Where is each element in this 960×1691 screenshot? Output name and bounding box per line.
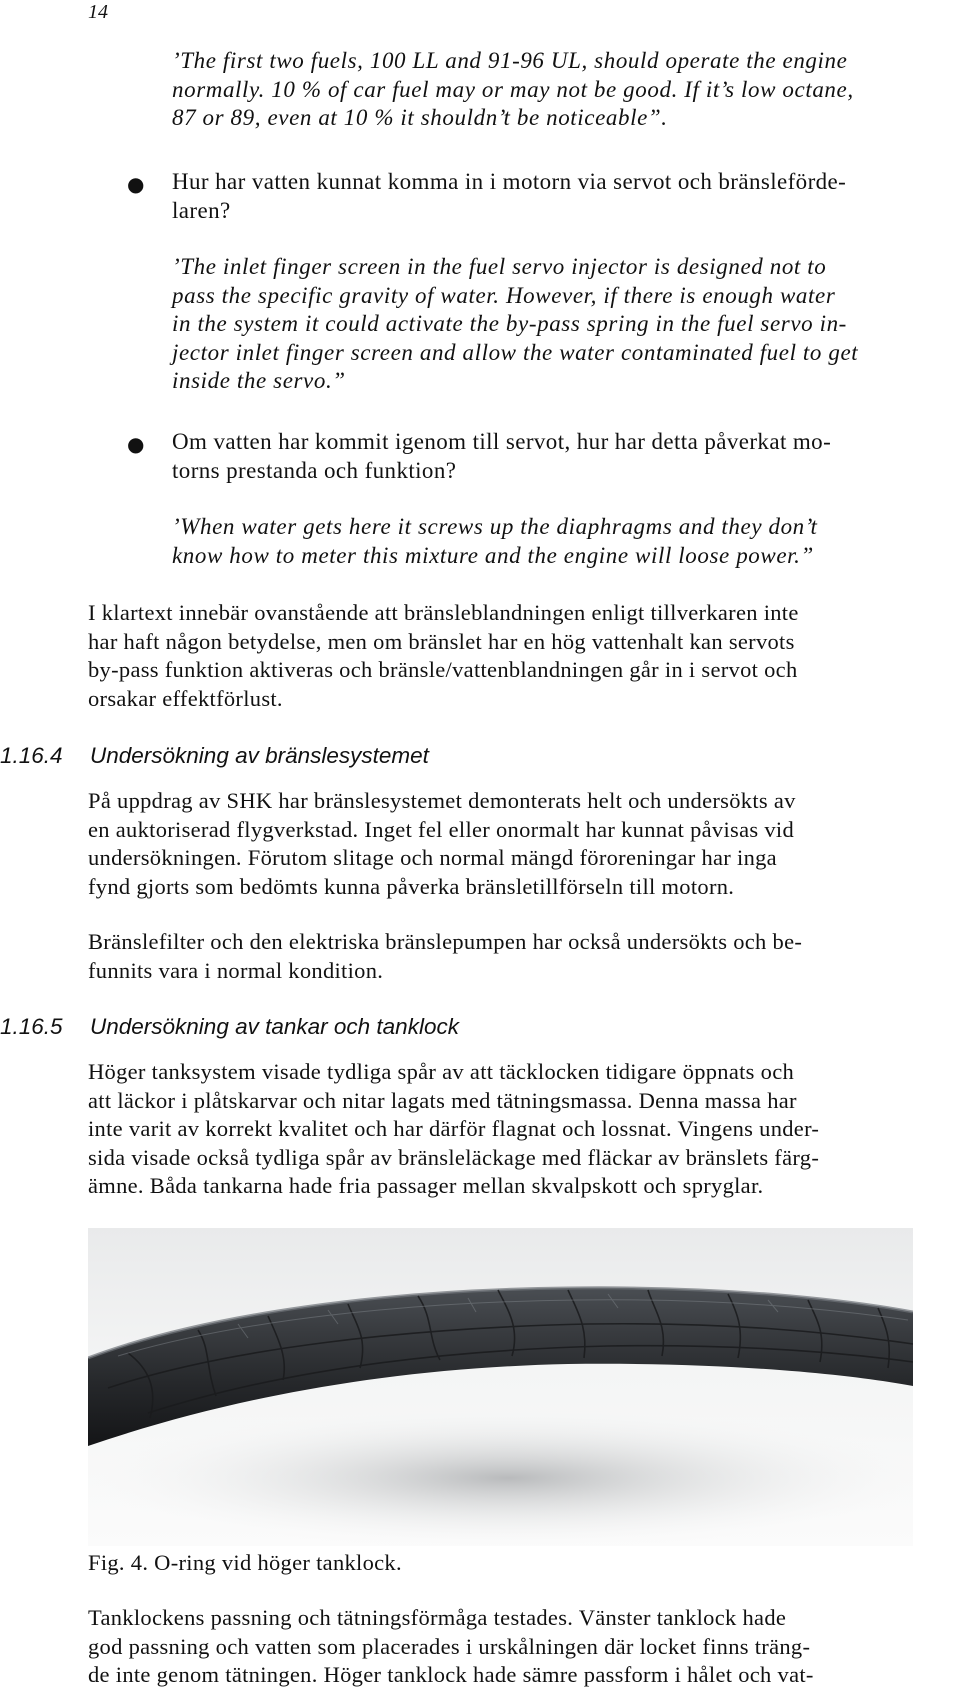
section-number: 1.16.5 — [0, 1014, 63, 1039]
paragraph-summary: I klartext innebär ovanstående att bränsleblandningen enligt tillverkaren inte har haft någon betydelse, men om bränslet har en hög vattenhalt kan servots by-pass funktion aktiveras och bränsle/vattenblandningen går in i servot och orsakar effektförlust. — [88, 600, 799, 711]
section-title: Undersökning av tankar och tanklock — [90, 1014, 459, 1039]
quote-inlet-finger-screen: ’The inlet finger screen in the fuel servo injector is designed not to pass the specific gravity of water. However, if there is enough water in the system it could activate the by-pass spring in the fuel servo in- jector inlet finger screen and allow the water contaminated fuel to get inside the servo.” — [172, 254, 859, 393]
paragraph-fuel-filter: Bränslefilter och den elektriska bränslepumpen har också undersökts och be- funnits vara i normal kondition. — [88, 929, 803, 983]
section-number: 1.16.4 — [0, 743, 63, 768]
quote-diaphragms: ’When water gets here it screws up the diaphragms and they don’t know how to meter this mixture and the engine will loose power.” — [172, 514, 818, 568]
section-heading-fuel-system — [0, 742, 429, 770]
bullet-question-performance: Om vatten har kommit igenom till servot, hur har detta påverkat mo- torns prestanda och funktion? — [172, 429, 832, 483]
o-ring-image — [88, 1228, 913, 1546]
paragraph-right-tank-system: Höger tanksystem visade tydliga spår av att täcklocken tidigare öppnats och att läckor i plåtskarvar och nitar lagats med tätningsmassa. Denna massa har inte varit av korrekt kvalitet och har därför flagnat och lossnat. Vingens under- sida visade också tydliga spår av bränsleläckage med fläckar av bränslets färg- ämne. Båda tankarna hade fria passager mellan skvalpskott och spryglar. — [88, 1059, 820, 1198]
o-ring-photo — [88, 1228, 913, 1546]
bullet-question-water-entry: Hur har vatten kunnat komma in i motorn via servot och bränsleförde- laren? — [172, 169, 847, 223]
bullet-marker: ● — [127, 432, 145, 456]
quote-fuel-types: ’The first two fuels, 100 LL and 91-96 UL, should operate the engine normally. 10 % of car fuel may or may not be good. If it’s low octane, 87 or 89, even at 10 % it shouldn’t be noticeable”. — [172, 48, 854, 130]
paragraph-tank-caps: Tanklockens passning och tätningsförmåga testades. Vänster tanklock hade god passning och vatten som placerades i urskålningen där locket finns träng- de inte genom tätningen. Höger tanklock hade sämre passform i hålet och vat- — [88, 1605, 814, 1687]
paragraph-fuel-system-inspection: På uppdrag av SHK har bränslesystemet demonterats helt och undersökts av en auktoriserad flygverkstad. Inget fel eller onormalt har kunnat påvisas vid undersökningen. Förutom slitage och normal mängd föroreningar har inga fynd gjorts som bedömts kunna påverka bränsletillförseln till motorn. — [88, 788, 796, 899]
bullet-marker: ● — [127, 172, 145, 196]
figure-caption: Fig. 4. O-ring vid höger tanklock. — [88, 1550, 402, 1575]
page-number: 14 — [88, 1, 108, 23]
section-heading-tanks — [0, 1013, 459, 1041]
section-title: Undersökning av bränslesystemet — [90, 743, 429, 768]
